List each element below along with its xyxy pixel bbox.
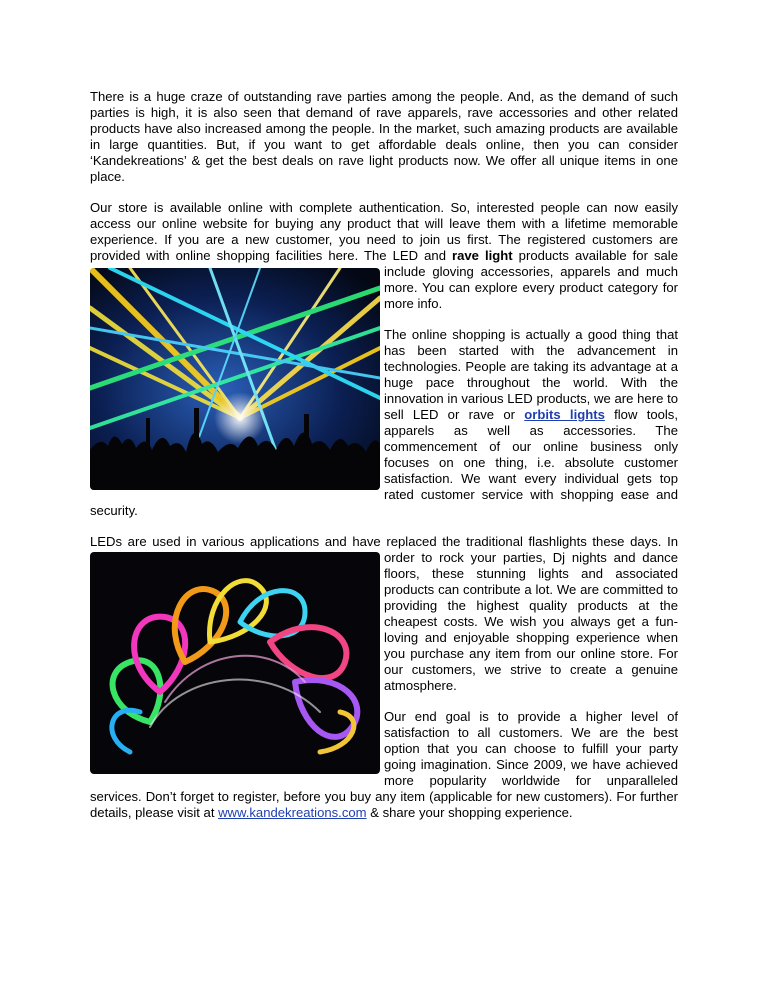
paragraph-store [90, 200, 678, 312]
paragraph-store-text-a: Our store is available online with complete authentication. So, interested people can now easily access our online website for buying any product that will leave them with a lifetime memorable experience. If you are a new customer, you need to join us first. The registered customers are provided with online shopping facilities here. The LED and [90, 200, 678, 263]
kandekreations-link[interactable]: www.kandekreations.com [218, 805, 367, 820]
paragraph-leds-lead: LEDs are used in various applications and have replaced the traditional flashlights these days. [90, 534, 662, 549]
paragraph-intro: There is a huge craze of outstanding rave parties among the people. And, as the demand of such parties is high, it is also seen that demand of rave apparels, rave accessories and other related products have also increased among the people. In the market, such amazing products are available in large quantities. But, if you want to get affordable deals online, then you can consider ‘Kandekreations’ & get the best deals on rave light products now. We offer all unique items in one place. [90, 89, 678, 184]
paragraph-online-shopping-text-b: flow tools, apparels as well as accessories. The commencement of our online business only focuses on one thing, i.e. absolute customer satisfaction. We want every individual gets top rated customer service with shopping ease and security. [90, 407, 678, 518]
orbits-lights-link[interactable]: orbits lights [524, 407, 605, 422]
paragraph-online-shopping-text-a: The online shopping is actually a good thing that has been started with the advancement in technologies. People are taking its advantage at a huge pace throughout the world. With the innovation in various LED products, we are here to sell LED or rave or [384, 327, 678, 422]
led-trails-image [90, 552, 380, 774]
paragraph-store-text-b: products available for sale include gloving accessories, apparels and much more. You can explore every product category for more info. [384, 248, 679, 311]
paragraph-end-goal-text-a: Our end goal is to provide a higher level of satisfaction to all customers. We are the best option that you can choose to fulfill your party going imagination. Since 2009, we have achieved more popularity worldwide for unparalleled services. Don’t forget to register, before you buy any item (applicable for new customers). For further details, please visit at [90, 709, 678, 820]
article-body [90, 89, 678, 821]
paragraph-leds [90, 534, 678, 694]
laser-show-image [90, 268, 380, 490]
paragraph-leds-rest: In order to rock your parties, Dj nights and dance floors, these stunning lights and associated products can contribute a lot. We are committed to providing the highest quality products at the cheapest costs. We wish you always get a fun-loving and enjoyable shopping experience when you purchase any item from our online store. For our customers, we strive to create a genuine atmosphere. [384, 534, 678, 693]
paragraph-end-goal-text-b: & share your shopping experience. [366, 805, 573, 820]
rave-light-keyword: rave light [452, 248, 513, 263]
